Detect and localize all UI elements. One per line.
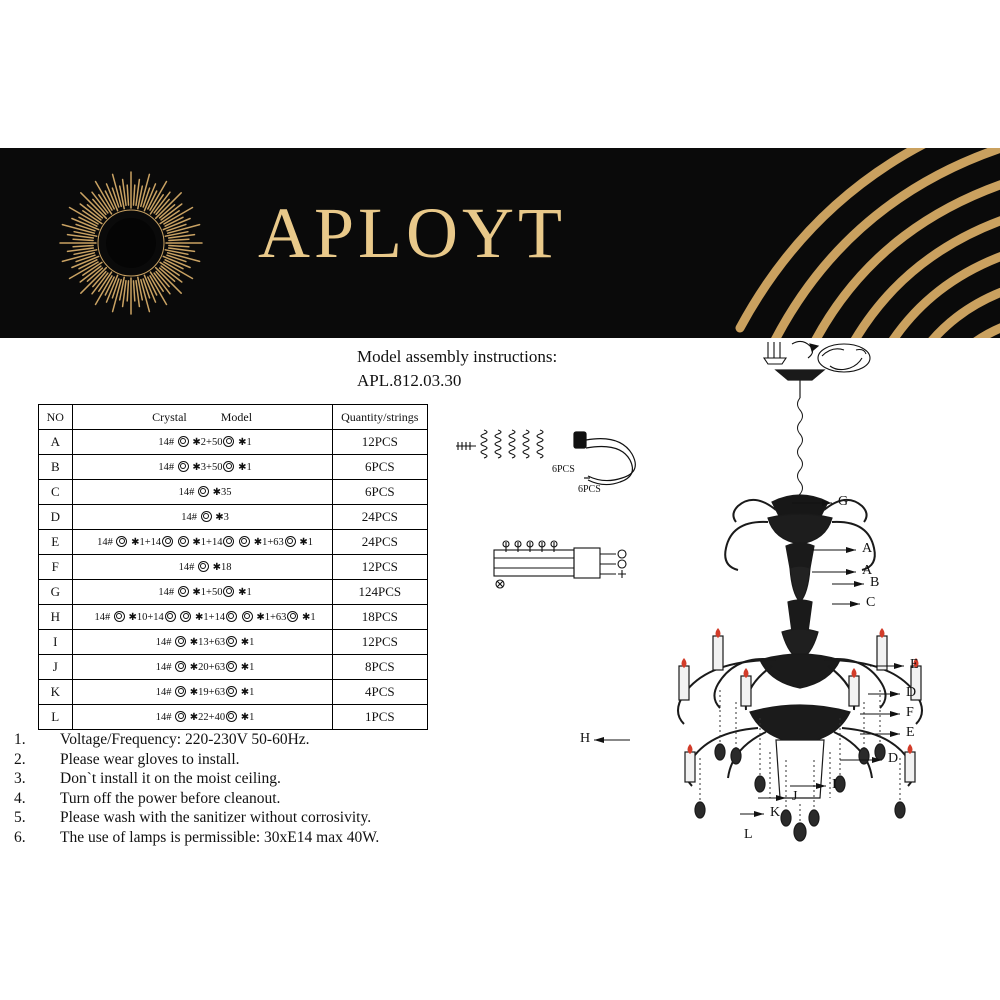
row-model: 14# ✱10+14 ✱1+14 ✱1+63 ✱1 xyxy=(72,605,332,630)
row-quantity: 1PCS xyxy=(332,705,427,730)
list-item xyxy=(14,750,484,770)
callout-e-2: E xyxy=(906,725,915,740)
row-id: K xyxy=(39,680,73,705)
star-symbol: ✱ xyxy=(192,437,201,448)
ray-burst-decoration xyxy=(620,148,1000,338)
instructions-list xyxy=(14,730,484,847)
callout-d-2: D xyxy=(888,751,899,766)
table-row xyxy=(39,505,428,530)
row-model: 14# ✱22+40 ✱1 xyxy=(72,705,332,730)
header-crystal: Crystal xyxy=(152,409,187,424)
row-model: 14# ✱18 xyxy=(72,555,332,580)
row-model: 14# ✱35 xyxy=(72,480,332,505)
table-row xyxy=(39,630,428,655)
table-header-row xyxy=(39,405,428,430)
row-model: 14# ✱20+63 ✱1 xyxy=(72,655,332,680)
ring-crystal-icon xyxy=(162,536,173,547)
callout-a-1: A xyxy=(862,541,873,556)
callout-k: K xyxy=(770,805,781,820)
list-item xyxy=(14,828,484,848)
brand-wordmark: APLOYT xyxy=(258,193,566,273)
ring-crystal-icon xyxy=(175,686,186,697)
chain-qty-label: 6PCS xyxy=(578,484,601,495)
callout-a-2: A xyxy=(862,563,873,578)
row-id: E xyxy=(39,530,73,555)
row-quantity: 24PCS xyxy=(332,505,427,530)
row-model: 14# ✱3 xyxy=(72,505,332,530)
note-text: Don`t install it on the moist ceiling. xyxy=(60,770,281,787)
ring-crystal-icon xyxy=(226,711,237,722)
callout-b: B xyxy=(870,575,880,590)
star-symbol: ✱ xyxy=(131,537,140,548)
star-symbol: ✱ xyxy=(240,662,250,673)
table-row xyxy=(39,480,428,505)
ring-crystal-icon xyxy=(223,461,234,472)
star-symbol: ✱ xyxy=(212,487,222,498)
star-symbol: ✱ xyxy=(299,537,308,548)
ring-crystal-icon xyxy=(165,611,176,622)
title-line-1: Model assembly instructions: xyxy=(357,347,558,366)
callout-i: I xyxy=(832,777,837,792)
callout-j: J xyxy=(792,789,798,804)
row-id: I xyxy=(39,630,73,655)
row-quantity: 24PCS xyxy=(332,530,427,555)
star-symbol: ✱ xyxy=(195,612,204,623)
note-number: 1. xyxy=(14,731,26,748)
star-symbol: ✱ xyxy=(192,537,201,548)
star-symbol: ✱ xyxy=(192,587,201,598)
note-number: 5. xyxy=(14,809,26,826)
callout-f: F xyxy=(906,705,914,720)
screws-qty-label: 6PCS xyxy=(552,464,575,475)
row-quantity: 124PCS xyxy=(332,580,427,605)
ring-crystal-icon xyxy=(116,536,127,547)
row-model: 14# ✱19+63 ✱1 xyxy=(72,680,332,705)
table-row xyxy=(39,430,428,455)
table-row xyxy=(39,455,428,480)
ring-crystal-icon xyxy=(226,611,237,622)
ring-crystal-icon xyxy=(175,661,186,672)
ring-crystal-icon xyxy=(178,461,189,472)
row-quantity: 12PCS xyxy=(332,555,427,580)
row-quantity: 18PCS xyxy=(332,605,427,630)
star-symbol: ✱ xyxy=(238,437,247,448)
star-symbol: ✱ xyxy=(189,637,199,648)
star-symbol: ✱ xyxy=(238,462,247,473)
table-row xyxy=(39,655,428,680)
row-id: G xyxy=(39,580,73,605)
star-symbol: ✱ xyxy=(212,562,222,573)
note-number: 2. xyxy=(14,750,26,768)
star-symbol: ✱ xyxy=(238,587,247,598)
row-quantity: 4PCS xyxy=(332,680,427,705)
note-text: Turn off the power before cleanout. xyxy=(60,789,281,807)
table-row xyxy=(39,605,428,630)
ring-crystal-icon xyxy=(226,686,237,697)
header-crystal-model xyxy=(72,405,332,430)
parts-table xyxy=(38,404,428,730)
title-line-2: APL.812.03.30 xyxy=(357,371,462,390)
row-model: 14# ✱13+63 ✱1 xyxy=(72,630,332,655)
row-model: 14# ✱1+14 ✱1+14 ✱1+63 ✱1 xyxy=(72,530,332,555)
row-model: 14# ✱3+50 ✱1 xyxy=(72,455,332,480)
star-symbol: ✱ xyxy=(240,712,250,723)
row-quantity: 6PCS xyxy=(332,480,427,505)
row-quantity: 6PCS xyxy=(332,455,427,480)
table-row xyxy=(39,555,428,580)
table-row xyxy=(39,705,428,730)
row-model: 14# ✱2+50 ✱1 xyxy=(72,430,332,455)
star-symbol: ✱ xyxy=(302,612,311,623)
callout-c: C xyxy=(866,595,876,610)
star-symbol: ✱ xyxy=(192,462,201,473)
header-quantity: Quantity/strings xyxy=(332,405,427,430)
row-id: J xyxy=(39,655,73,680)
ring-crystal-icon xyxy=(223,536,234,547)
ring-crystal-icon xyxy=(287,611,298,622)
row-id: D xyxy=(39,505,73,530)
ring-crystal-icon xyxy=(178,436,189,447)
list-item xyxy=(14,789,484,809)
brand-banner xyxy=(0,148,1000,338)
list-item xyxy=(14,769,484,789)
ring-crystal-icon xyxy=(198,486,209,497)
star-symbol: ✱ xyxy=(240,687,250,698)
note-text: Please wash with the sanitizer without corrosivity. xyxy=(60,809,372,826)
row-quantity: 8PCS xyxy=(332,655,427,680)
ring-crystal-icon xyxy=(180,611,191,622)
ring-crystal-icon xyxy=(239,536,250,547)
ring-crystal-icon xyxy=(175,711,186,722)
star-symbol: ✱ xyxy=(189,662,199,673)
note-number: 4. xyxy=(14,789,26,807)
row-quantity: 12PCS xyxy=(332,630,427,655)
row-id: F xyxy=(39,555,73,580)
star-symbol: ✱ xyxy=(128,612,137,623)
callout-e-1: E xyxy=(910,657,919,672)
list-item xyxy=(14,808,484,828)
star-symbol: ✱ xyxy=(253,537,263,548)
note-text: Please wear gloves to install. xyxy=(60,750,240,768)
row-id: L xyxy=(39,705,73,730)
star-symbol: ✱ xyxy=(215,512,224,523)
ring-crystal-icon xyxy=(223,586,234,597)
sunburst-icon xyxy=(58,170,204,316)
table-row xyxy=(39,680,428,705)
row-id: C xyxy=(39,480,73,505)
ring-crystal-icon xyxy=(178,536,189,547)
row-id: H xyxy=(39,605,73,630)
row-id: B xyxy=(39,455,73,480)
table-row xyxy=(39,580,428,605)
callout-h: H xyxy=(580,731,591,746)
ring-crystal-icon xyxy=(198,561,209,572)
star-symbol: ✱ xyxy=(189,712,199,723)
row-model: 14# ✱1+50 ✱1 xyxy=(72,580,332,605)
header-model: Model xyxy=(220,409,253,424)
ring-crystal-icon xyxy=(114,611,125,622)
table-row xyxy=(39,530,428,555)
note-text: The use of lamps is permissible: 30xE14 max 40W. xyxy=(60,828,380,846)
note-number: 3. xyxy=(14,770,26,787)
ring-crystal-icon xyxy=(175,636,186,647)
ring-crystal-icon xyxy=(226,636,237,647)
callout-g: G xyxy=(838,494,849,509)
callout-lines xyxy=(440,336,1000,856)
header-no: NO xyxy=(39,405,73,430)
ring-crystal-icon xyxy=(201,511,212,522)
assembly-diagram xyxy=(440,336,1000,856)
list-item xyxy=(14,730,484,750)
callout-l: L xyxy=(744,827,753,842)
ring-crystal-icon xyxy=(285,536,296,547)
note-text: Voltage/Frequency: 220-230V 50-60Hz. xyxy=(60,731,310,748)
ring-crystal-icon xyxy=(226,661,237,672)
row-id: A xyxy=(39,430,73,455)
ring-crystal-icon xyxy=(223,436,234,447)
star-symbol: ✱ xyxy=(189,687,199,698)
ring-crystal-icon xyxy=(242,611,253,622)
note-number: 6. xyxy=(14,828,26,846)
star-symbol: ✱ xyxy=(256,612,265,623)
callout-d-1: D xyxy=(906,685,917,700)
ring-crystal-icon xyxy=(178,586,189,597)
star-symbol: ✱ xyxy=(240,637,250,648)
row-quantity: 12PCS xyxy=(332,430,427,455)
